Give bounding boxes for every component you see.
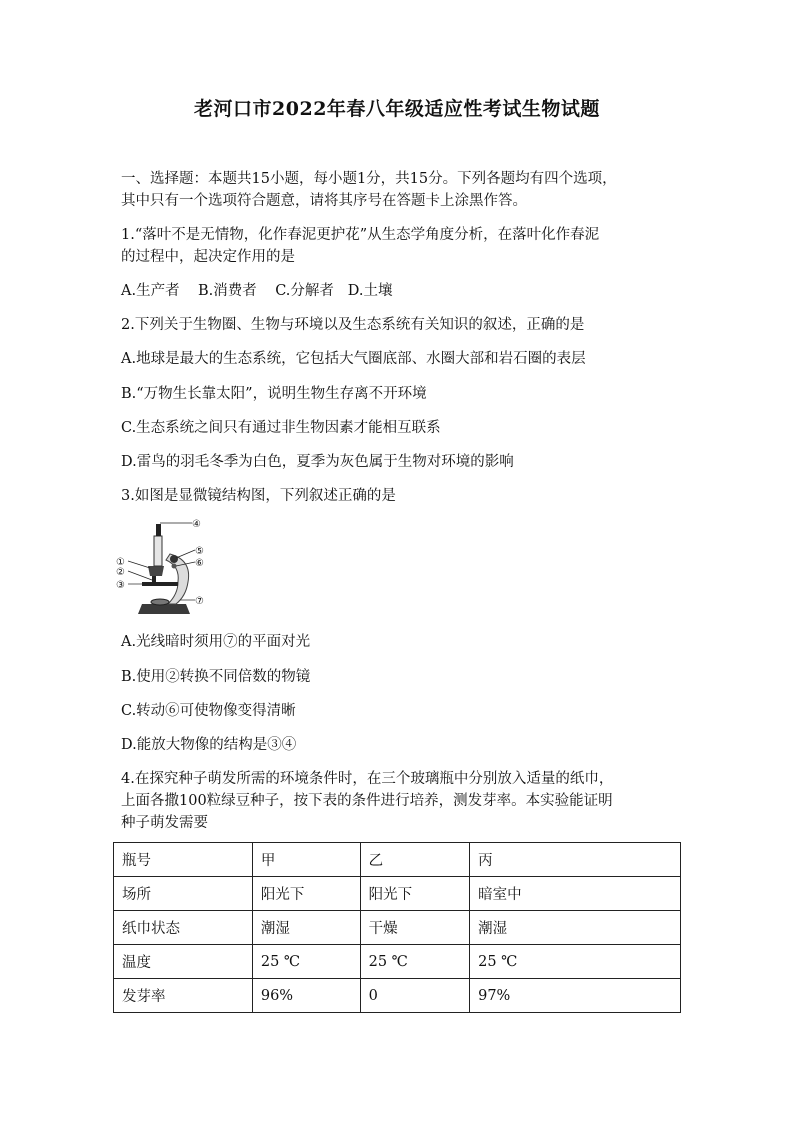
experiment-table	[113, 842, 681, 1013]
figure-label-4: ④	[192, 519, 201, 530]
q3-option-a: A.光线暗时须用⑦的平面对光	[121, 634, 311, 650]
table-cell: 25 ℃	[252, 945, 360, 979]
table-cell: 乙	[360, 843, 469, 877]
microscope-arm	[166, 554, 189, 604]
table-row	[114, 979, 681, 1013]
q4-stem-line-3: 种子萌发需要	[121, 815, 208, 831]
table-cell: 潮湿	[252, 911, 360, 945]
figure-label-1: ①	[116, 557, 125, 568]
q1-stem-line-1: 1.“落叶不是无情物，化作春泥更护花”从生态学角度分析，在落叶化作春泥	[121, 227, 600, 243]
table-cell: 潮湿	[470, 911, 681, 945]
figure-label-3: ③	[116, 580, 125, 591]
table-cell: 25 ℃	[470, 945, 681, 979]
q2-option-d: D.雷鸟的羽毛冬季为白色，夏季为灰色属于生物对环境的影响	[121, 454, 514, 470]
q2-option-a: A.地球是最大的生态系统，它包括大气圈底部、水圈大部和岩石圈的表层	[121, 351, 586, 367]
table-cell: 发芽率	[114, 979, 253, 1013]
table-cell: 干燥	[360, 911, 469, 945]
table-cell: 25 ℃	[360, 945, 469, 979]
microscope-base	[138, 604, 190, 614]
q3-option-b: B.使用②转换不同倍数的物镜	[121, 669, 311, 685]
q2-option-c: C.生态系统之间只有通过非生物因素才能相互联系	[121, 420, 441, 436]
q4-stem-line-2: 上面各撒100粒绿豆种子，按下表的条件进行培养，测发芽率。本实验能证明	[121, 793, 613, 809]
table-row	[114, 945, 681, 979]
table-cell: 暗室中	[470, 877, 681, 911]
table-cell: 纸巾状态	[114, 911, 253, 945]
table-row	[114, 877, 681, 911]
fine-focus-knob	[172, 564, 177, 569]
table-row	[114, 843, 681, 877]
table-cell: 阳光下	[252, 877, 360, 911]
microscope-figure	[116, 514, 216, 620]
microscope-eyepiece	[156, 524, 161, 536]
figure-label-6: ⑥	[195, 558, 204, 569]
q3-stem: 3.如图是显微镜结构图，下列叙述正确的是	[121, 488, 396, 504]
q3-option-d: D.能放大物像的结构是③④	[121, 737, 297, 753]
table-cell: 96%	[252, 979, 360, 1013]
table-cell: 丙	[470, 843, 681, 877]
table-cell: 0	[360, 979, 469, 1013]
figure-label-7: ⑦	[195, 596, 204, 607]
q1-options: A.生产者 B.消费者 C.分解者 D.土壤	[121, 283, 393, 299]
table-cell: 阳光下	[360, 877, 469, 911]
page-title: 老河口市2022年春八年级适应性考试生物试题	[194, 98, 600, 120]
section-intro-line-2: 其中只有一个选项符合题意，请将其序号在答题卡上涂黑作答。	[121, 193, 527, 209]
table-cell: 瓶号	[114, 843, 253, 877]
table-cell: 97%	[470, 979, 681, 1013]
figure-label-5: ⑤	[195, 546, 204, 557]
microscope-tube	[154, 536, 162, 566]
table-cell: 甲	[252, 843, 360, 877]
microscope-nosepiece	[148, 566, 164, 576]
microscope-mirror	[151, 599, 169, 605]
table-row	[114, 911, 681, 945]
q1-stem-line-2: 的过程中，起决定作用的是	[121, 249, 295, 265]
section-intro-line-1: 一、选择题：本题共15小题，每小题1分，共15分。下列各题均有四个选项，	[121, 171, 617, 187]
figure-label-2: ②	[116, 567, 125, 578]
table-cell: 温度	[114, 945, 253, 979]
q2-option-b: B.“万物生长靠太阳”，说明生物生存离不开环境	[121, 386, 427, 402]
microscope-objective	[152, 576, 156, 582]
q4-stem-line-1: 4.在探究种子萌发所需的环境条件时，在三个玻璃瓶中分别放入适量的纸巾，	[121, 771, 614, 787]
coarse-focus-knob	[170, 555, 178, 563]
table-cell: 场所	[114, 877, 253, 911]
q2-stem: 2.下列关于生物圈、生物与环境以及生态系统有关知识的叙述，正确的是	[121, 317, 585, 333]
q3-option-c: C.转动⑥可使物像变得清晰	[121, 703, 296, 719]
microscope-stage	[142, 582, 178, 586]
